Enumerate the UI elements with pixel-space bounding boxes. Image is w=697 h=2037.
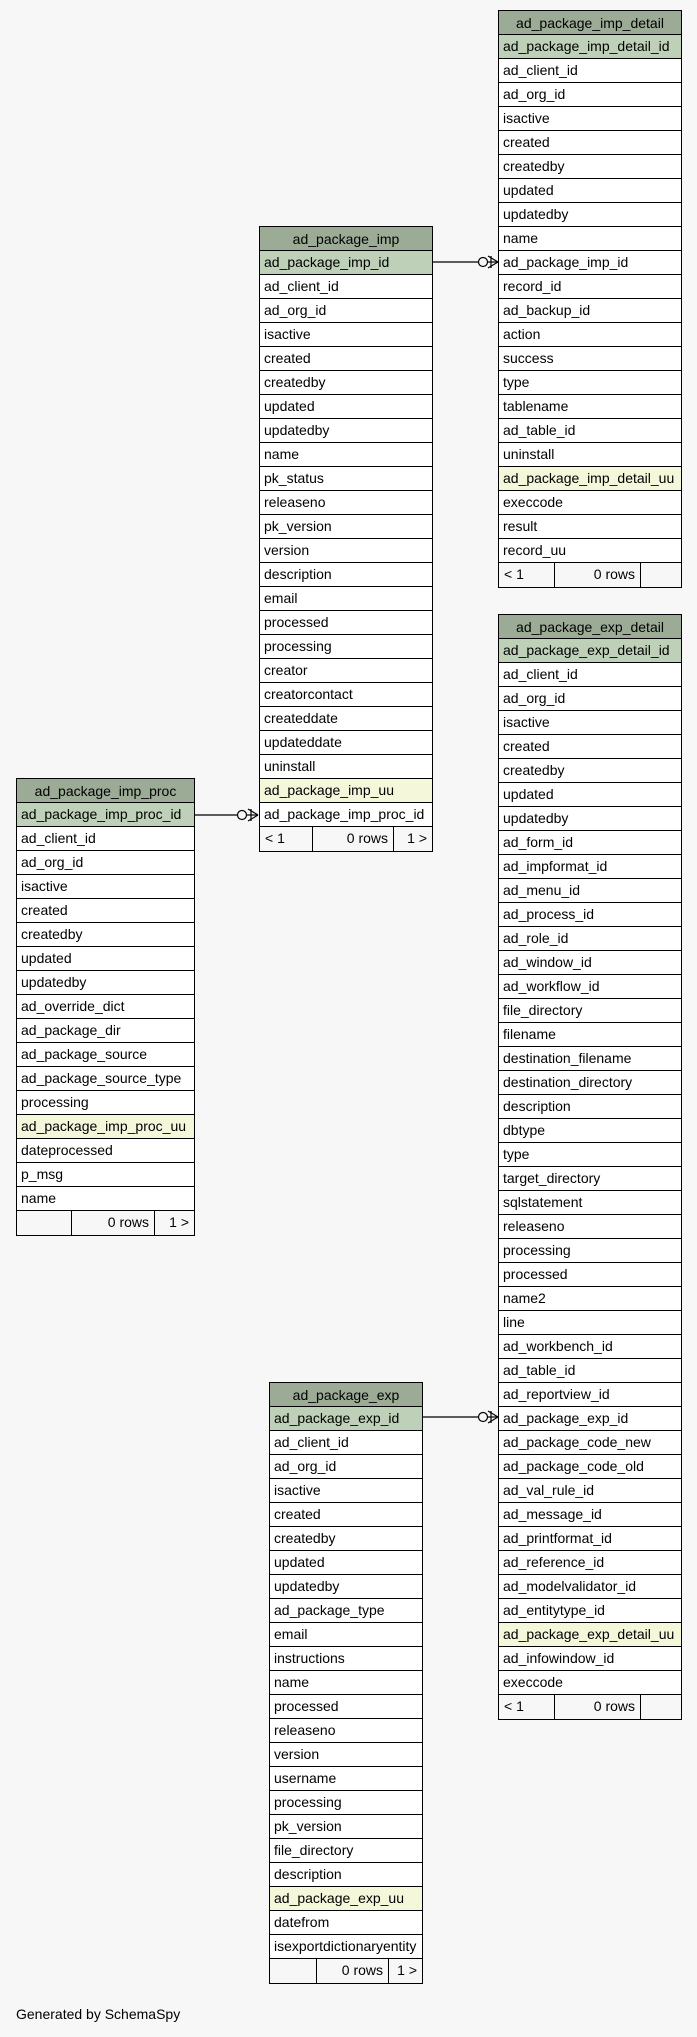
table-column: execcode: [499, 491, 681, 515]
table-column: ad_menu_id: [499, 879, 681, 903]
table-column: uninstall: [499, 443, 681, 467]
table-column: ad_package_type: [270, 1599, 422, 1623]
table-column: version: [260, 539, 432, 563]
table-column: processing: [260, 635, 432, 659]
table-column: name2: [499, 1287, 681, 1311]
table-column: ad_infowindow_id: [499, 1647, 681, 1671]
table-column: ad_table_id: [499, 419, 681, 443]
table-column: name: [17, 1187, 194, 1211]
unique-key-column: ad_package_exp_uu: [270, 1887, 422, 1911]
table-column: isexportdictionaryentity: [270, 1935, 422, 1959]
table-column: creator: [260, 659, 432, 683]
table-column: destination_filename: [499, 1047, 681, 1071]
table-column: updated: [499, 783, 681, 807]
primary-key-column: ad_package_exp_id: [270, 1407, 422, 1431]
table-column: created: [17, 899, 194, 923]
table-column: ad_reference_id: [499, 1551, 681, 1575]
table-column: tablename: [499, 395, 681, 419]
table-column: createdby: [17, 923, 194, 947]
table-title: ad_package_exp: [270, 1383, 422, 1407]
table-column: name: [499, 227, 681, 251]
table-column: updated: [260, 395, 432, 419]
table-column: ad_backup_id: [499, 299, 681, 323]
table-column: record_uu: [499, 539, 681, 563]
table-column: ad_entitytype_id: [499, 1599, 681, 1623]
table-column: processing: [17, 1091, 194, 1115]
table-column: pk_version: [260, 515, 432, 539]
table-column: ad_reportview_id: [499, 1383, 681, 1407]
table-column: ad_modelvalidator_id: [499, 1575, 681, 1599]
table-column: createdby: [270, 1527, 422, 1551]
table-column: creatorcontact: [260, 683, 432, 707]
table-footer: [17, 1211, 194, 1235]
table-column: ad_client_id: [260, 275, 432, 299]
footer-row-count: 0 rows: [313, 827, 394, 851]
table-column: type: [499, 371, 681, 395]
table-column: ad_package_code_new: [499, 1431, 681, 1455]
table-ad-package-imp: [259, 226, 433, 852]
footer-row-count: 0 rows: [72, 1211, 155, 1235]
primary-key-column: ad_package_exp_detail_id: [499, 639, 681, 663]
footer-parents: [270, 1959, 317, 1983]
table-column: file_directory: [270, 1839, 422, 1863]
table-column: ad_impformat_id: [499, 855, 681, 879]
table-column: ad_window_id: [499, 951, 681, 975]
table-column: destination_directory: [499, 1071, 681, 1095]
table-column: ad_package_dir: [17, 1019, 194, 1043]
relationship-imp-to-imp-detail: [432, 256, 498, 268]
footer-parents: [17, 1211, 72, 1235]
table-column: ad_package_exp_id: [499, 1407, 681, 1431]
table-column: ad_printformat_id: [499, 1527, 681, 1551]
footer-row-count: 0 rows: [317, 1959, 389, 1983]
table-column: file_directory: [499, 999, 681, 1023]
primary-key-column: ad_package_imp_detail_id: [499, 35, 681, 59]
table-column: description: [499, 1095, 681, 1119]
table-column: ad_process_id: [499, 903, 681, 927]
table-column: updated: [270, 1551, 422, 1575]
relationship-exp-to-exp-detail: [422, 1411, 498, 1423]
primary-key-column: ad_package_imp_proc_id: [17, 803, 194, 827]
footer-children: 1 >: [169, 1214, 189, 1230]
footer-parents: < 1: [499, 1695, 555, 1719]
table-column: username: [270, 1767, 422, 1791]
table-column: uninstall: [260, 755, 432, 779]
table-column: description: [270, 1863, 422, 1887]
table-column: type: [499, 1143, 681, 1167]
table-column: processed: [270, 1695, 422, 1719]
unique-key-column: ad_package_imp_proc_uu: [17, 1115, 194, 1139]
relationship-imp-proc-to-imp: [194, 809, 258, 821]
table-column: ad_client_id: [17, 827, 194, 851]
table-column: ad_client_id: [499, 59, 681, 83]
table-column: ad_role_id: [499, 927, 681, 951]
table-column: isactive: [17, 875, 194, 899]
table-column: name: [270, 1671, 422, 1695]
table-column: description: [260, 563, 432, 587]
table-column: createdby: [260, 371, 432, 395]
table-column: record_id: [499, 275, 681, 299]
footer-children: [641, 1695, 681, 1719]
table-column: dateprocessed: [17, 1139, 194, 1163]
table-column: name: [260, 443, 432, 467]
table-title: ad_package_imp: [260, 227, 432, 251]
table-column: ad_org_id: [17, 851, 194, 875]
table-column: target_directory: [499, 1167, 681, 1191]
table-column: ad_package_imp_id: [499, 251, 681, 275]
footer-children: 1 >: [397, 1962, 417, 1978]
table-column: isactive: [260, 323, 432, 347]
footer-parents: < 1: [260, 827, 313, 851]
table-column: ad_workbench_id: [499, 1335, 681, 1359]
table-column: instructions: [270, 1647, 422, 1671]
table-column: action: [499, 323, 681, 347]
table-column: ad_client_id: [270, 1431, 422, 1455]
table-column: created: [260, 347, 432, 371]
table-column: ad_package_code_old: [499, 1455, 681, 1479]
table-ad-package-exp-detail: [498, 614, 682, 1720]
table-column: created: [499, 735, 681, 759]
table-column: createdby: [499, 759, 681, 783]
primary-key-column: ad_package_imp_id: [260, 251, 432, 275]
table-column: datefrom: [270, 1911, 422, 1935]
table-column: created: [270, 1503, 422, 1527]
table-column: ad_org_id: [270, 1455, 422, 1479]
table-column: ad_override_dict: [17, 995, 194, 1019]
table-column: dbtype: [499, 1119, 681, 1143]
footer-children: [641, 563, 681, 587]
table-column: updatedby: [499, 203, 681, 227]
table-column: line: [499, 1311, 681, 1335]
table-column: processed: [499, 1263, 681, 1287]
table-column: updated: [499, 179, 681, 203]
table-column: isactive: [270, 1479, 422, 1503]
table-column: isactive: [499, 711, 681, 735]
table-footer: [499, 1695, 681, 1719]
table-column: sqlstatement: [499, 1191, 681, 1215]
table-footer: [270, 1959, 422, 1983]
table-column: ad_package_source: [17, 1043, 194, 1067]
table-title: ad_package_exp_detail: [499, 615, 681, 639]
table-ad-package-imp-detail: [498, 10, 682, 588]
table-footer: [499, 563, 681, 587]
table-footer: [260, 827, 432, 851]
table-title: ad_package_imp_proc: [17, 779, 194, 803]
unique-key-column: ad_package_imp_uu: [260, 779, 432, 803]
footer-children: 1 >: [407, 830, 427, 846]
table-column: updatedby: [270, 1575, 422, 1599]
table-column: ad_package_imp_proc_id: [260, 803, 432, 827]
table-ad-package-exp: [269, 1382, 423, 1984]
table-column: ad_table_id: [499, 1359, 681, 1383]
table-column: version: [270, 1743, 422, 1767]
unique-key-column: ad_package_exp_detail_uu: [499, 1623, 681, 1647]
table-column: updateddate: [260, 731, 432, 755]
table-column: releaseno: [499, 1215, 681, 1239]
table-column: execcode: [499, 1671, 681, 1695]
table-column: success: [499, 347, 681, 371]
table-column: ad_form_id: [499, 831, 681, 855]
unique-key-column: ad_package_imp_detail_uu: [499, 467, 681, 491]
footer-parents: < 1: [499, 563, 555, 587]
table-column: pk_version: [270, 1815, 422, 1839]
table-column: ad_workflow_id: [499, 975, 681, 999]
table-column: isactive: [499, 107, 681, 131]
table-column: processed: [260, 611, 432, 635]
table-column: ad_message_id: [499, 1503, 681, 1527]
table-column: result: [499, 515, 681, 539]
table-column: filename: [499, 1023, 681, 1047]
table-column: email: [270, 1623, 422, 1647]
table-column: createdby: [499, 155, 681, 179]
table-column: ad_client_id: [499, 663, 681, 687]
table-column: p_msg: [17, 1163, 194, 1187]
table-column: processing: [499, 1239, 681, 1263]
table-column: ad_org_id: [499, 687, 681, 711]
footer-row-count: 0 rows: [555, 563, 641, 587]
table-column: processing: [270, 1791, 422, 1815]
table-column: updatedby: [260, 419, 432, 443]
generated-by-credit: Generated by SchemaSpy: [16, 2006, 181, 2022]
footer-row-count: 0 rows: [555, 1695, 641, 1719]
table-column: updatedby: [499, 807, 681, 831]
table-column: releaseno: [260, 491, 432, 515]
table-column: ad_org_id: [260, 299, 432, 323]
table-title: ad_package_imp_detail: [499, 11, 681, 35]
table-ad-package-imp-proc: [16, 778, 195, 1236]
table-column: created: [499, 131, 681, 155]
table-column: pk_status: [260, 467, 432, 491]
table-column: updatedby: [17, 971, 194, 995]
table-column: ad_val_rule_id: [499, 1479, 681, 1503]
table-column: updated: [17, 947, 194, 971]
table-column: email: [260, 587, 432, 611]
table-column: releaseno: [270, 1719, 422, 1743]
table-column: createddate: [260, 707, 432, 731]
table-column: ad_package_source_type: [17, 1067, 194, 1091]
table-column: ad_org_id: [499, 83, 681, 107]
